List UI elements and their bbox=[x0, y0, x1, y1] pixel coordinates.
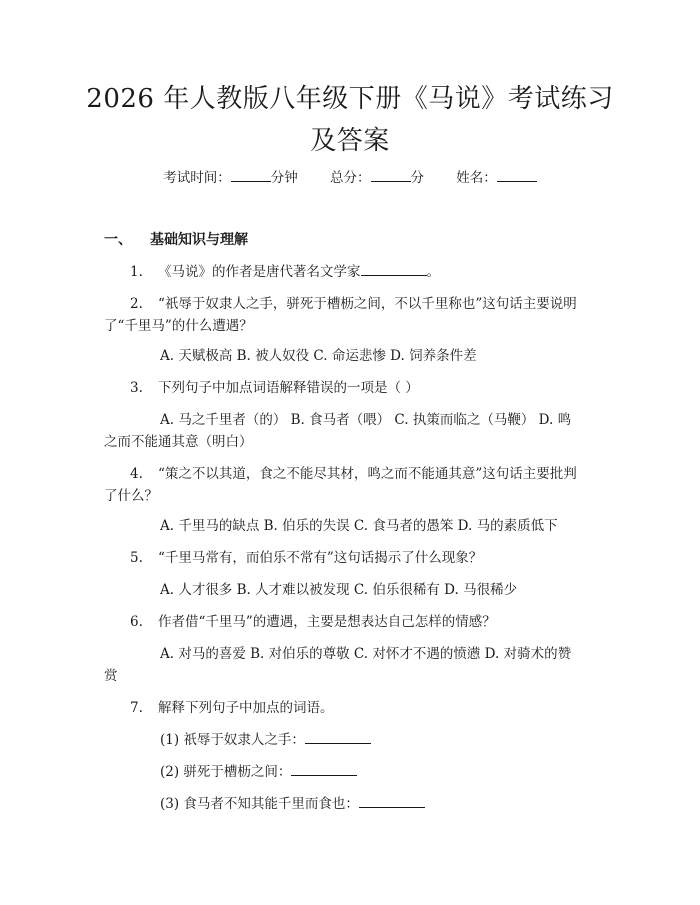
exam-score: 总分： 分 bbox=[330, 170, 424, 186]
title-line-2: 及答案 bbox=[310, 126, 390, 156]
document-title bbox=[60, 78, 640, 162]
answer-blank[interactable] bbox=[305, 730, 371, 744]
name-blank[interactable] bbox=[497, 168, 537, 182]
exam-name: 姓名： bbox=[456, 170, 537, 186]
question-7-sub-2: (2) 骈死于槽枥之间： bbox=[160, 762, 357, 782]
exam-meta bbox=[0, 168, 700, 188]
question-1: 1. 《马说》的作者是唐代著名文学家 。 bbox=[130, 264, 440, 280]
score-blank[interactable] bbox=[371, 168, 411, 182]
answer-blank[interactable] bbox=[361, 262, 427, 276]
question-5: 5. “千里马常有，而伯乐不常有”这句话揭示了什么现象？ bbox=[130, 550, 483, 566]
title-line-1: 2026 年人教版八年级下册《马说》考试练习 bbox=[86, 84, 614, 114]
question-3-options-cont: 之而不能通其意（明白） bbox=[104, 434, 253, 450]
question-7-sub-3: (3) 食马者不知其能千里而食也： bbox=[160, 794, 425, 814]
question-6: 6. 作者借“千里马”的遭遇，主要是想表达自己怎样的情感？ bbox=[130, 614, 496, 630]
question-6-options: A. 对马的喜爱 B. 对伯乐的尊敬 C. 对怀才不遇的愤懑 D. 对骑术的赞 bbox=[160, 646, 572, 662]
question-6-options-cont: 赏 bbox=[104, 668, 118, 684]
question-4-options: A. 千里马的缺点 B. 伯乐的失误 C. 食马者的愚笨 D. 马的素质低下 bbox=[160, 518, 558, 534]
question-4-cont: 了什么？ bbox=[104, 488, 158, 504]
question-5-options: A. 人才很多 B. 人才难以被发现 C. 伯乐很稀有 D. 马很稀少 bbox=[160, 582, 518, 598]
time-blank[interactable] bbox=[231, 168, 271, 182]
exam-time: 考试时间： 分钟 bbox=[163, 170, 298, 186]
answer-blank[interactable] bbox=[291, 762, 357, 776]
question-7-sub-1: (1) 祇辱于奴隶人之手： bbox=[160, 730, 371, 750]
answer-blank[interactable] bbox=[359, 794, 425, 808]
question-2-options: A. 天赋极高 B. 被人奴役 C. 命运悲惨 D. 饲养条件差 bbox=[160, 348, 477, 364]
question-2: 2. “祇辱于奴隶人之手，骈死于槽枥之间，不以千里称也”这句话主要说明 bbox=[130, 296, 577, 312]
question-3-options: A. 马之千里者（的） B. 食马者（喂） C. 执策而临之（马鞭） D. 鸣 bbox=[160, 412, 572, 428]
question-7: 7. 解释下列句子中加点的词语。 bbox=[130, 700, 334, 716]
section-heading: 一、 基础知识与理解 bbox=[104, 232, 248, 248]
question-3: 3. 下列句子中加点词语解释错误的一项是（ ） bbox=[130, 380, 419, 396]
question-4: 4. “策之不以其道，食之不能尽其材，鸣之而不能通其意”这句话主要批判 bbox=[130, 466, 577, 482]
question-2-cont: 了“千里马”的什么遭遇？ bbox=[104, 318, 253, 334]
